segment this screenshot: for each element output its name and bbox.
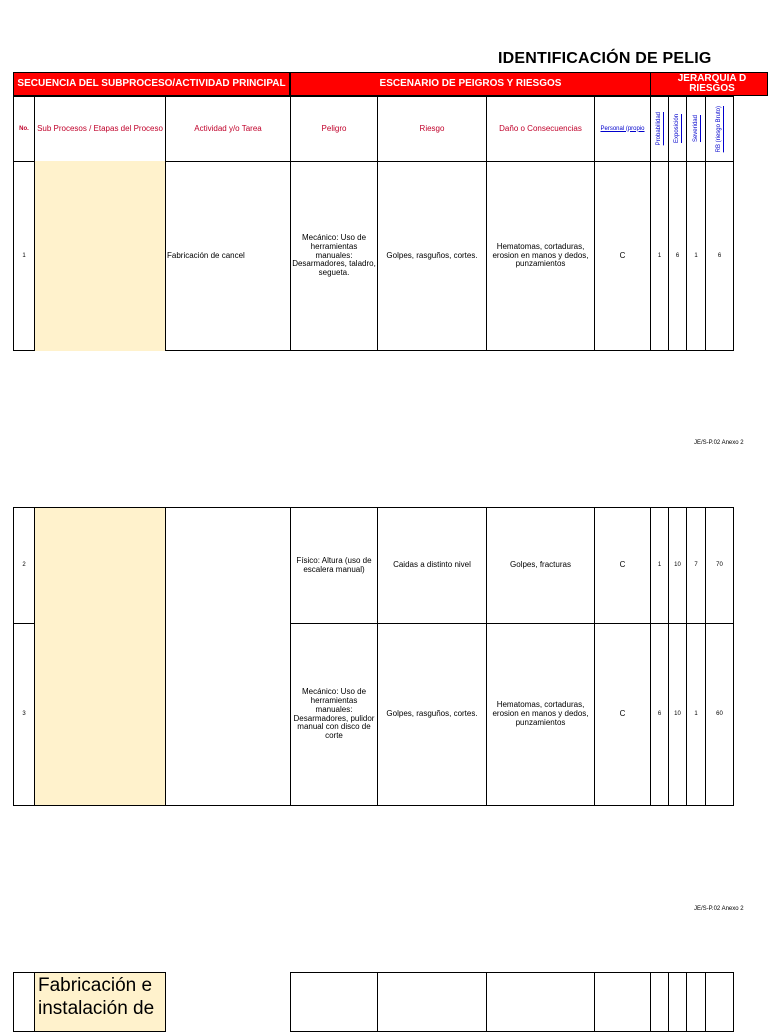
row1-no: 1 — [13, 161, 35, 351]
row3-riesgo: Golpes, rasguños, cortes. — [377, 623, 487, 806]
row1-dano: Hematomas, cortaduras, erosion en manos y dedos, punzamientos — [486, 161, 595, 351]
row2-personal: C — [594, 507, 651, 624]
document-title: IDENTIFICACIÓN DE PELIG — [498, 50, 712, 67]
row4-no — [13, 972, 35, 1032]
col-header-dano: Daño o Consecuencias — [486, 96, 595, 162]
row1-peligro: Mecánico: Uso de herramientas manuales: Desarmadores, taladro, segueta. — [290, 161, 378, 351]
col-header-rb — [705, 96, 734, 162]
row3-rb: 60 — [705, 623, 734, 806]
row4-riesgo — [377, 972, 487, 1032]
row1-exposicion: 6 — [668, 161, 687, 351]
row4-sub: Fabricación e instalación de — [34, 972, 166, 1032]
row2-severidad: 7 — [686, 507, 706, 624]
row3-probabilidad: 6 — [650, 623, 669, 806]
row1-sub — [34, 161, 166, 351]
page-footer-code: JE/S-P.02 Anexo 2 — [694, 440, 744, 446]
row2-peligro: Físico: Altura (uso de escalera manual) — [290, 507, 378, 624]
col-header-no: No. — [13, 96, 35, 162]
col-header-probabilidad — [650, 96, 669, 162]
col-header-severidad — [686, 96, 706, 162]
row2-riesgo: Caidas a distinto nivel — [377, 507, 487, 624]
row1-probabilidad: 1 — [650, 161, 669, 351]
col-header-severidad-label: Severidad — [692, 115, 699, 143]
col-header-exposicion — [668, 96, 687, 162]
page-footer-code-2: JE/S-P.02 Anexo 2 — [694, 906, 744, 912]
row4-personal — [594, 972, 651, 1032]
rows23-sub — [34, 507, 166, 806]
row1-severidad: 1 — [686, 161, 706, 351]
col-header-probabilidad-label: Probabilidad — [656, 112, 663, 146]
row2-exposicion: 10 — [668, 507, 687, 624]
group-header-secuencia: SECUENCIA DEL SUBPROCESO/ACTIVIDAD PRINCIPAL — [13, 72, 290, 96]
col-header-actividad: Actividad y/o Tarea — [165, 96, 291, 162]
row2-no: 2 — [13, 507, 35, 624]
row4-probabilidad — [650, 972, 669, 1032]
group-header-jerarquia: JERARQUIA D RIESGOS — [650, 72, 768, 96]
row4-exposicion — [668, 972, 687, 1032]
rows23-actividad — [165, 507, 291, 806]
group-header-escenario: ESCENARIO DE PEIGROS Y RIESGOS — [290, 72, 651, 96]
row3-dano: Hematomas, cortaduras, erosion en manos y dedos, punzamientos — [486, 623, 595, 806]
row3-severidad: 1 — [686, 623, 706, 806]
row1-riesgo: Golpes, rasguños, cortes. — [377, 161, 487, 351]
col-header-exposicion-label: Exposición — [674, 114, 681, 144]
col-header-peligro: Peligro — [290, 96, 378, 162]
col-header-riesgo: Riesgo — [377, 96, 487, 162]
row2-probabilidad: 1 — [650, 507, 669, 624]
col-header-sub: Sub Procesos / Etapas del Proceso — [34, 96, 166, 162]
row1-actividad: Fabricación de cancel — [165, 161, 291, 351]
row3-peligro: Mecánico: Uso de herramientas manuales: Desarmadores, pulidor manual con disco de corte — [290, 623, 378, 806]
row4-severidad — [686, 972, 706, 1032]
row4-rb — [705, 972, 734, 1032]
row1-personal: C — [594, 161, 651, 351]
row1-rb: 6 — [705, 161, 734, 351]
row3-no: 3 — [13, 623, 35, 806]
row4-peligro — [290, 972, 378, 1032]
row3-personal: C — [594, 623, 651, 806]
col-header-rb-label: RB (riesgo Bruto) — [716, 105, 723, 153]
row2-dano: Golpes, fracturas — [486, 507, 595, 624]
row2-rb: 70 — [705, 507, 734, 624]
col-header-personal-label: Personal (propio — [600, 125, 645, 132]
col-header-personal — [594, 96, 651, 162]
row4-dano — [486, 972, 595, 1032]
row3-exposicion: 10 — [668, 623, 687, 806]
